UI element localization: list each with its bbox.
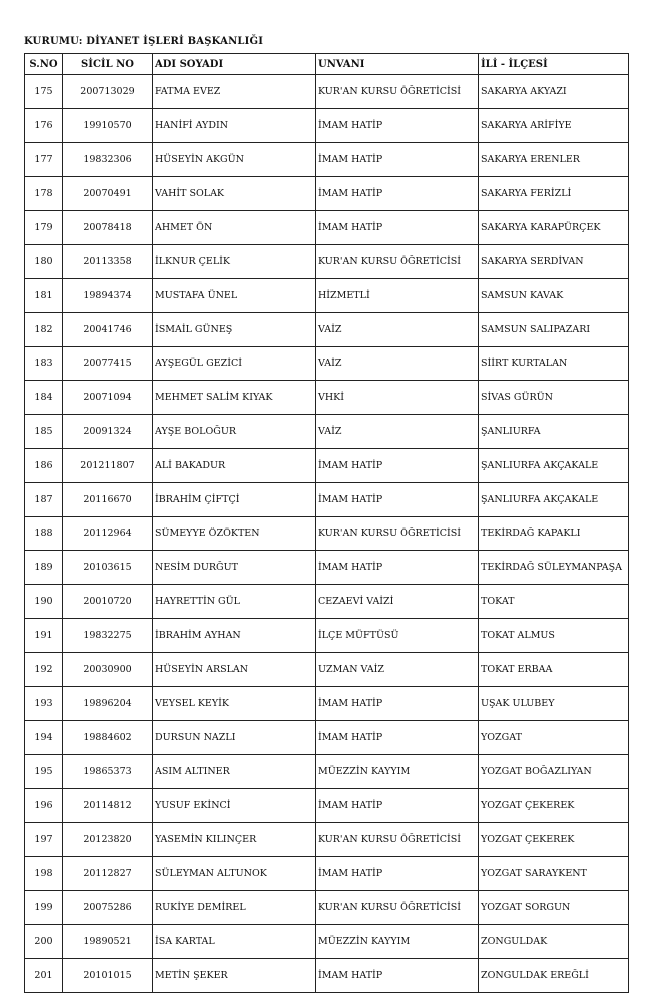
cell-location: TOKAT [479,585,629,619]
cell-sicil-no: 20123820 [63,823,153,857]
cell-sicil-no: 20116670 [63,483,153,517]
cell-location: SAKARYA SERDİVAN [479,245,629,279]
cell-name: SÜMEYYE ÖZÖKTEN [153,517,316,551]
table-row [25,483,629,517]
header-sicil-no: SİCİL NO [63,54,153,75]
cell-sno: 188 [25,517,63,551]
cell-sno: 194 [25,721,63,755]
cell-title: HİZMETLİ [316,279,479,313]
cell-sicil-no: 20103615 [63,551,153,585]
table-row [25,415,629,449]
cell-title: KUR'AN KURSU ÖĞRETİCİSİ [316,517,479,551]
cell-name: HAYRETTİN GÜL [153,585,316,619]
cell-location: TOKAT ALMUS [479,619,629,653]
cell-sno: 192 [25,653,63,687]
cell-location: SAKARYA ARİFİYE [479,109,629,143]
table-body [25,75,629,993]
cell-title: KUR'AN KURSU ÖĞRETİCİSİ [316,245,479,279]
cell-sno: 191 [25,619,63,653]
cell-location: SAKARYA ERENLER [479,143,629,177]
cell-location: SAKARYA AKYAZI [479,75,629,109]
cell-title: İMAM HATİP [316,109,479,143]
cell-sicil-no: 19884602 [63,721,153,755]
cell-sno: 181 [25,279,63,313]
cell-sicil-no: 200713029 [63,75,153,109]
cell-name: YUSUF EKİNCİ [153,789,316,823]
cell-title: İMAM HATİP [316,449,479,483]
table-row [25,687,629,721]
cell-name: ASIM ALTINER [153,755,316,789]
cell-name: MEHMET SALİM KIYAK [153,381,316,415]
cell-location: UŞAK ULUBEY [479,687,629,721]
cell-sno: 176 [25,109,63,143]
table-row [25,823,629,857]
table-row [25,279,629,313]
cell-name: METİN ŞEKER [153,959,316,993]
cell-sicil-no: 20077415 [63,347,153,381]
table-row [25,143,629,177]
cell-sno: 190 [25,585,63,619]
cell-sicil-no: 19832306 [63,143,153,177]
header-name: ADI SOYADI [153,54,316,75]
cell-name: HANİFİ AYDIN [153,109,316,143]
cell-title: KUR'AN KURSU ÖĞRETİCİSİ [316,891,479,925]
cell-location: SAKARYA FERİZLİ [479,177,629,211]
table-row [25,75,629,109]
cell-title: VAİZ [316,313,479,347]
table-header-row [25,54,629,75]
cell-location: YOZGAT [479,721,629,755]
table-row [25,891,629,925]
cell-name: AYŞE BOLOĞUR [153,415,316,449]
cell-name: NESİM DURĞUT [153,551,316,585]
table-row [25,551,629,585]
header-title: UNVANI [316,54,479,75]
cell-title: İMAM HATİP [316,211,479,245]
cell-sno: 175 [25,75,63,109]
cell-location: ZONGULDAK [479,925,629,959]
table-row [25,959,629,993]
cell-name: İSA KARTAL [153,925,316,959]
table-row [25,789,629,823]
cell-sicil-no: 20101015 [63,959,153,993]
cell-name: YASEMİN KILINÇER [153,823,316,857]
cell-location: YOZGAT ÇEKEREK [479,789,629,823]
cell-name: VAHİT SOLAK [153,177,316,211]
header-sno: S.NO [25,54,63,75]
table-row [25,755,629,789]
cell-sno: 195 [25,755,63,789]
cell-location: ZONGULDAK EREĞLİ [479,959,629,993]
cell-name: HÜSEYİN AKGÜN [153,143,316,177]
table-row [25,653,629,687]
cell-sno: 185 [25,415,63,449]
table-row [25,177,629,211]
cell-sicil-no: 19865373 [63,755,153,789]
table-row [25,449,629,483]
cell-title: İMAM HATİP [316,483,479,517]
cell-sno: 177 [25,143,63,177]
cell-title: İMAM HATİP [316,551,479,585]
cell-sno: 182 [25,313,63,347]
cell-sicil-no: 20010720 [63,585,153,619]
cell-sno: 198 [25,857,63,891]
cell-location: TOKAT ERBAA [479,653,629,687]
cell-sicil-no: 19890521 [63,925,153,959]
cell-sno: 180 [25,245,63,279]
cell-title: MÜEZZİN KAYYIM [316,755,479,789]
cell-title: KUR'AN KURSU ÖĞRETİCİSİ [316,823,479,857]
cell-title: İMAM HATİP [316,687,479,721]
cell-name: AYŞEGÜL GEZİCİ [153,347,316,381]
cell-title: UZMAN VAİZ [316,653,479,687]
cell-title: İMAM HATİP [316,857,479,891]
table-row [25,619,629,653]
cell-sno: 183 [25,347,63,381]
cell-sno: 178 [25,177,63,211]
cell-location: SİVAS GÜRÜN [479,381,629,415]
cell-name: İSMAİL GÜNEŞ [153,313,316,347]
cell-name: DURSUN NAZLI [153,721,316,755]
cell-name: SÜLEYMAN ALTUNOK [153,857,316,891]
cell-title: VHKİ [316,381,479,415]
table-row [25,381,629,415]
cell-sicil-no: 201211807 [63,449,153,483]
cell-sicil-no: 19894374 [63,279,153,313]
cell-location: ŞANLIURFA AKÇAKALE [479,449,629,483]
cell-sicil-no: 20041746 [63,313,153,347]
table-row [25,211,629,245]
cell-title: İMAM HATİP [316,143,479,177]
cell-location: SAMSUN KAVAK [479,279,629,313]
cell-title: VAİZ [316,415,479,449]
cell-location: ŞANLIURFA AKÇAKALE [479,483,629,517]
cell-name: HÜSEYİN ARSLAN [153,653,316,687]
cell-title: İMAM HATİP [316,721,479,755]
cell-sicil-no: 20071094 [63,381,153,415]
cell-name: MUSTAFA ÜNEL [153,279,316,313]
cell-sno: 200 [25,925,63,959]
cell-title: MÜEZZİN KAYYIM [316,925,479,959]
cell-name: İBRAHİM ÇİFTÇİ [153,483,316,517]
cell-title: İMAM HATİP [316,959,479,993]
cell-sno: 199 [25,891,63,925]
cell-sicil-no: 20113358 [63,245,153,279]
cell-name: RUKİYE DEMİREL [153,891,316,925]
table-row [25,109,629,143]
cell-title: İLÇE MÜFTÜSÜ [316,619,479,653]
cell-sicil-no: 19910570 [63,109,153,143]
cell-sicil-no: 20112827 [63,857,153,891]
cell-title: CEZAEVİ VAİZİ [316,585,479,619]
cell-title: VAİZ [316,347,479,381]
cell-name: AHMET ÖN [153,211,316,245]
cell-location: TEKİRDAĞ KAPAKLI [479,517,629,551]
cell-sicil-no: 20075286 [63,891,153,925]
cell-sno: 193 [25,687,63,721]
cell-name: İLKNUR ÇELİK [153,245,316,279]
cell-location: YOZGAT BOĞAZLIYAN [479,755,629,789]
cell-name: FATMA EVEZ [153,75,316,109]
cell-sno: 184 [25,381,63,415]
cell-sicil-no: 19896204 [63,687,153,721]
cell-sicil-no: 20078418 [63,211,153,245]
cell-sicil-no: 20091324 [63,415,153,449]
cell-sno: 189 [25,551,63,585]
cell-sicil-no: 20070491 [63,177,153,211]
cell-location: ŞANLIURFA [479,415,629,449]
table-row [25,721,629,755]
table-row [25,857,629,891]
personnel-table [24,53,629,993]
cell-sicil-no: 20030900 [63,653,153,687]
cell-title: İMAM HATİP [316,789,479,823]
cell-sno: 196 [25,789,63,823]
cell-sicil-no: 20112964 [63,517,153,551]
cell-location: SAKARYA KARAPÜRÇEK [479,211,629,245]
cell-sno: 187 [25,483,63,517]
cell-sno: 197 [25,823,63,857]
institution-header: KURUMU: DİYANET İŞLERİ BAŞKANLIĞI [24,36,264,47]
table-row [25,245,629,279]
cell-sicil-no: 19832275 [63,619,153,653]
table-row [25,517,629,551]
cell-sicil-no: 20114812 [63,789,153,823]
table-row [25,585,629,619]
cell-sno: 186 [25,449,63,483]
cell-location: YOZGAT SORGUN [479,891,629,925]
table-row [25,347,629,381]
cell-name: İBRAHİM AYHAN [153,619,316,653]
cell-location: YOZGAT SARAYKENT [479,857,629,891]
header-location: İLİ - İLÇESİ [479,54,629,75]
cell-location: SAMSUN SALIPAZARI [479,313,629,347]
cell-title: İMAM HATİP [316,177,479,211]
table-row [25,925,629,959]
cell-location: YOZGAT ÇEKEREK [479,823,629,857]
cell-location: TEKİRDAĞ SÜLEYMANPAŞA [479,551,629,585]
cell-location: SİİRT KURTALAN [479,347,629,381]
cell-name: ALİ BAKADUR [153,449,316,483]
cell-name: VEYSEL KEYİK [153,687,316,721]
cell-title: KUR'AN KURSU ÖĞRETİCİSİ [316,75,479,109]
cell-sno: 201 [25,959,63,993]
cell-sno: 179 [25,211,63,245]
table-row [25,313,629,347]
